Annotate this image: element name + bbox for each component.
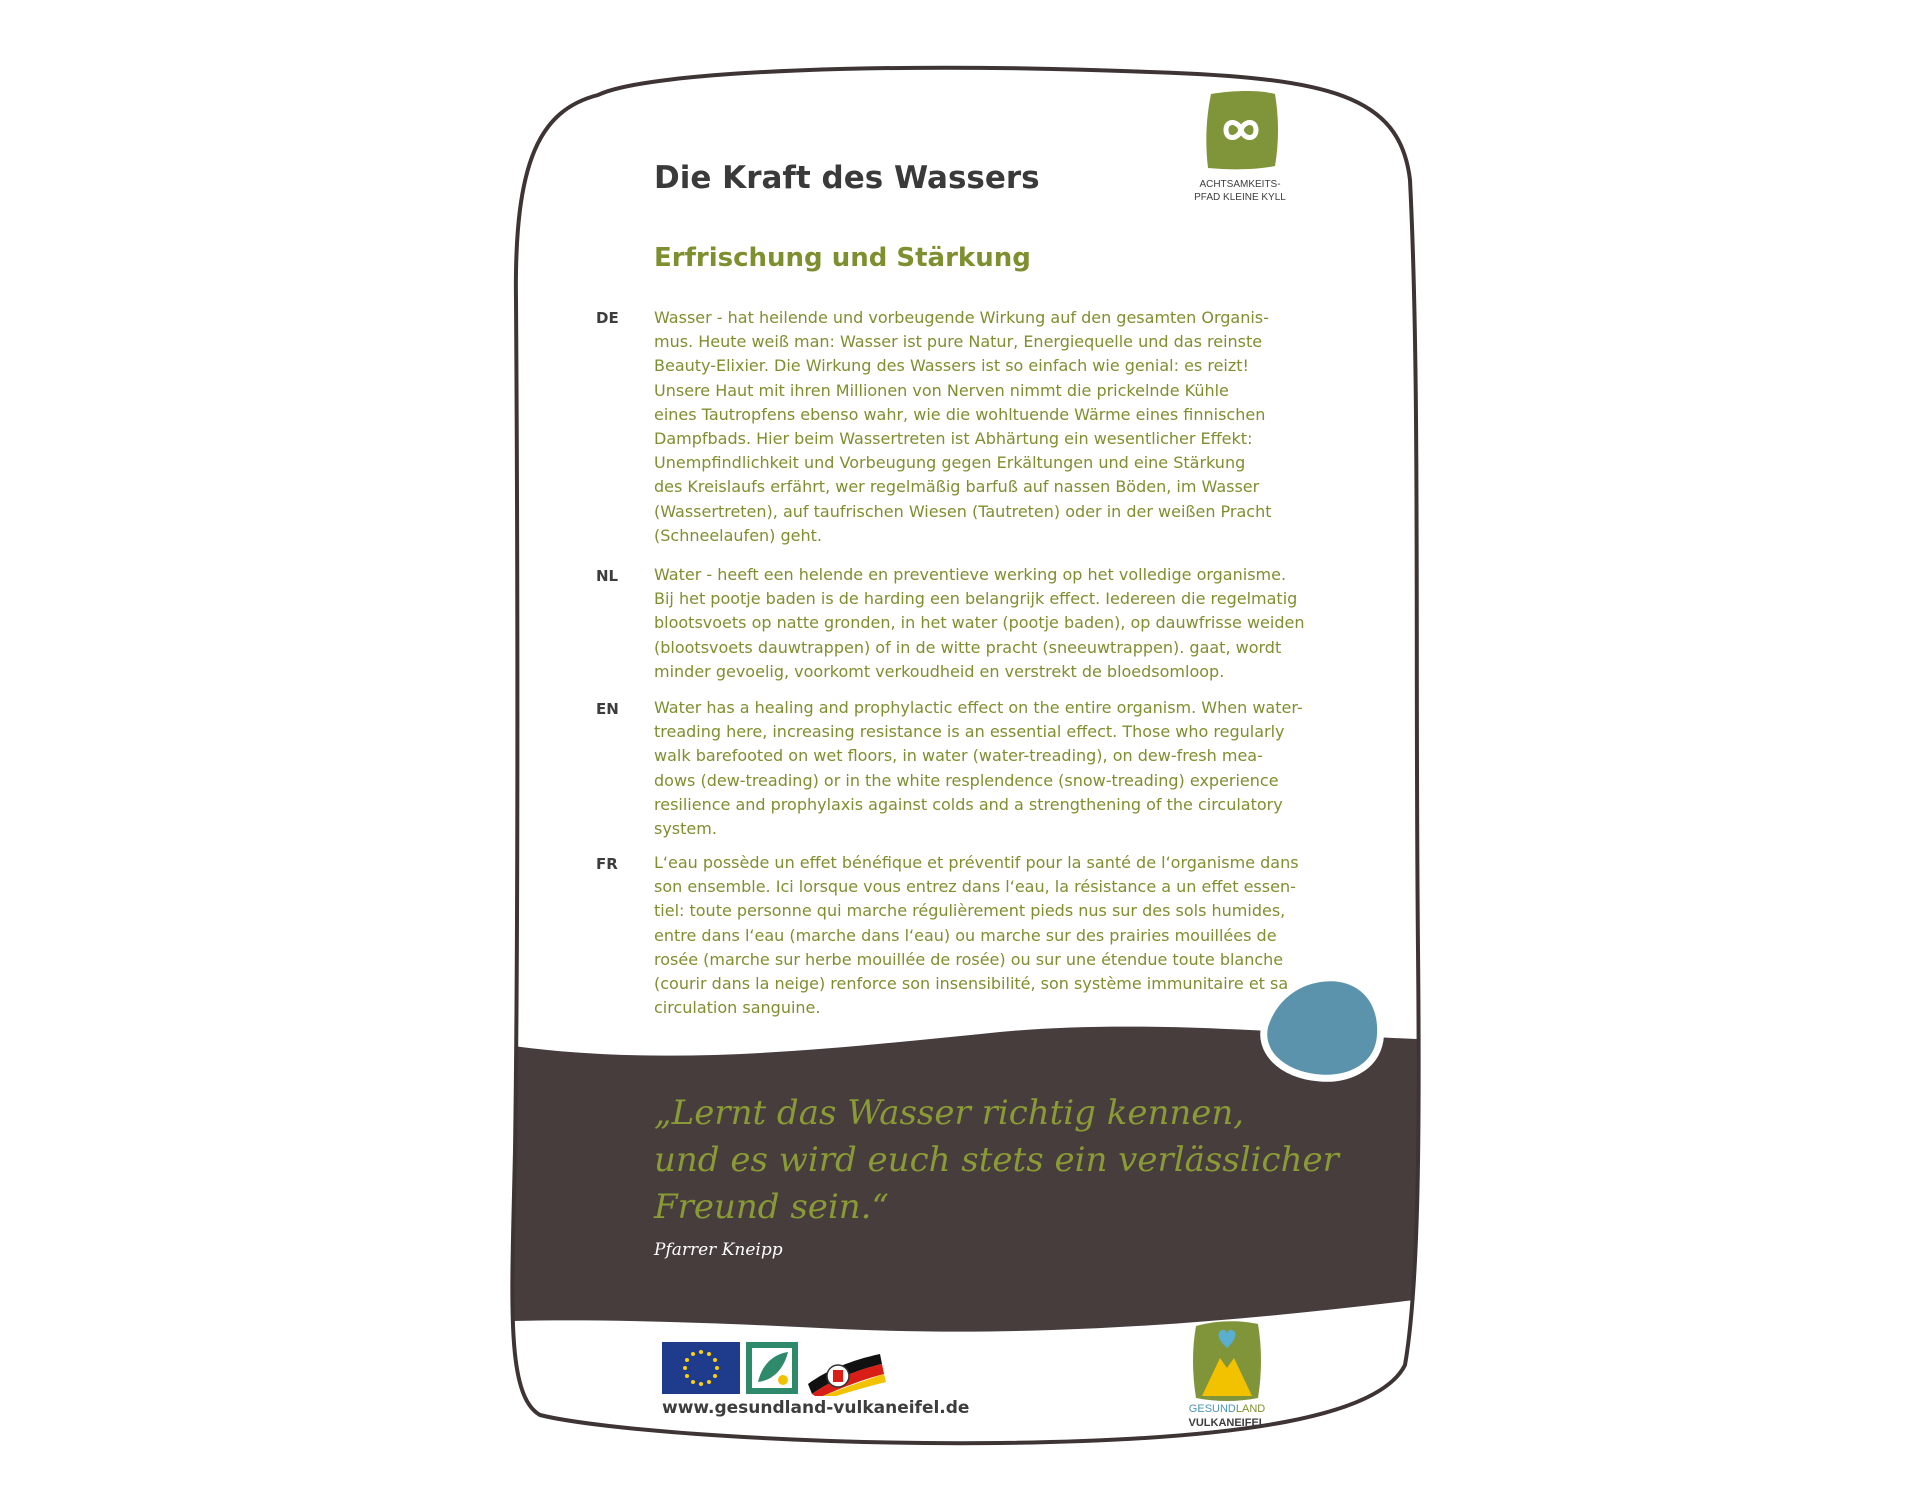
achtsamkeitspfad-label <box>1175 178 1305 204</box>
text-line: blootsvoets op natte gronden, in het water (pootje baden), op dauwfrisse weiden <box>654 613 1305 633</box>
text-line: Unsere Haut mit ihren Millionen von Nerven nimmt die prickelnde Kühle <box>654 380 1229 400</box>
rlp-flag-icon <box>808 1354 886 1396</box>
text-line: dows (dew-treading) or in the white resplendence (snow-treading) experience <box>654 770 1279 790</box>
section-text-nl <box>654 563 1314 684</box>
quote-line: und es wird euch stets ein verlässlicher <box>654 1140 1339 1180</box>
lang-label-fr: FR <box>596 855 618 873</box>
text-line: des Kreislaufs erfährt, wer regelmäßig barfuß auf nassen Böden, im Wasser <box>654 477 1260 497</box>
text-line: (Wassertreten), auf taufrischen Wiesen (Tautreten) oder in der weißen Pracht <box>654 501 1272 521</box>
achtsamkeitspfad-logo <box>1175 88 1305 178</box>
heart-mountain-icon <box>1182 1318 1272 1404</box>
text-line: rosée (marche sur herbe mouillée de rosée) ou sur une étendue toute blanche <box>654 949 1284 969</box>
quote-line: Freund sein.“ <box>654 1187 889 1227</box>
brand-line-2: VULKANEIFEL <box>1188 1417 1266 1429</box>
text-line: (courir dans la neige) renforce son insensibilité, son système immunitaire et sa <box>654 974 1289 994</box>
text-line: son ensemble. Ici lorsque vous entrez dans l‘eau, la résistance a un effet essen- <box>654 877 1296 897</box>
section-text-fr <box>654 851 1314 1020</box>
text-line: Unempfindlichkeit und Vorbeugung gegen Erkältungen und eine Stärkung <box>654 453 1246 473</box>
quote-line: „Lernt das Wasser richtig kennen, <box>654 1093 1245 1133</box>
page-subtitle: Erfrischung und Stärkung <box>654 243 1031 273</box>
lang-label-en: EN <box>596 700 619 718</box>
text-line: entre dans l‘eau (marche dans l‘eau) ou marche sur des prairies mouillées de <box>654 925 1277 945</box>
website-link[interactable]: www.gesundland-vulkaneifel.de <box>662 1398 970 1418</box>
brand-part-2: LAND <box>1235 1403 1266 1415</box>
funding-logos <box>662 1340 902 1400</box>
eu-flag-icon <box>662 1342 740 1394</box>
gesundland-logo <box>1182 1318 1272 1408</box>
text-line: Dampfbads. Hier beim Wassertreten ist Abhärtung ein wesentlicher Effekt: <box>654 429 1253 449</box>
text-line: tiel: toute personne qui marche régulièrement pieds nus sur des sols humides, <box>654 901 1286 921</box>
brand-part-1: GESUND <box>1188 1403 1236 1415</box>
lang-label-nl: NL <box>596 567 619 585</box>
text-line: circulation sanguine. <box>654 998 821 1018</box>
gesundland-label <box>1182 1402 1272 1430</box>
text-line: (blootsvoets dauwtrappen) of in de witte pracht (sneeuwtrappen). gaat, wordt <box>654 637 1282 657</box>
text-line: resilience and prophylaxis against colds and a strengthening of the circulatory <box>654 794 1283 814</box>
logo-line-2: PFAD KLEINE KYLL <box>1194 192 1286 203</box>
logo-line-1: ACHTSAMKEITS- <box>1199 179 1281 190</box>
lang-label-de: DE <box>596 309 619 327</box>
text-line: minder gevoelig, voorkomt verkoudheid en verstrekt de bloedsomloop. <box>654 661 1225 681</box>
quote-author: Pfarrer Kneipp <box>654 1240 783 1260</box>
text-line: walk barefooted on wet floors, in water (water-treading), on dew-fresh mea- <box>654 746 1263 766</box>
text-line: eines Tautropfens ebenso wahr, wie die wohltuende Wärme eines finnischen <box>654 404 1266 424</box>
page-title: Die Kraft des Wassers <box>654 160 1040 196</box>
text-line: Water - heeft een helende en preventieve werking op het volledige organisme. <box>654 565 1287 584</box>
text-line: mus. Heute weiß man: Wasser ist pure Natur, Energiequelle und das reinste <box>654 332 1263 352</box>
text-line: treading here, increasing resistance is an essential effect. Those who regularly <box>654 722 1285 742</box>
section-text-de <box>654 306 1314 548</box>
text-line: Beauty-Elixier. Die Wirkung des Wassers ist so einfach wie genial: es reizt! <box>654 356 1249 376</box>
text-line: Water has a healing and prophylactic effect on the entire organism. When water- <box>654 698 1303 717</box>
text-line: L‘eau possède un effet bénéfique et préventif pour la santé de l‘organisme dans <box>654 853 1299 872</box>
text-line: Bij het pootje baden is de harding een belangrijk effect. Iedereen die regelmatig <box>654 589 1298 609</box>
text-line: system. <box>654 819 717 839</box>
kneipp-quote <box>654 1090 1374 1231</box>
text-line: Wasser - hat heilende und vorbeugende Wirkung auf den gesamten Organis- <box>654 308 1269 327</box>
leader-logo-icon <box>746 1342 798 1394</box>
infinity-icon <box>1175 88 1305 174</box>
text-line: (Schneelaufen) geht. <box>654 525 822 545</box>
section-text-en <box>654 696 1314 841</box>
